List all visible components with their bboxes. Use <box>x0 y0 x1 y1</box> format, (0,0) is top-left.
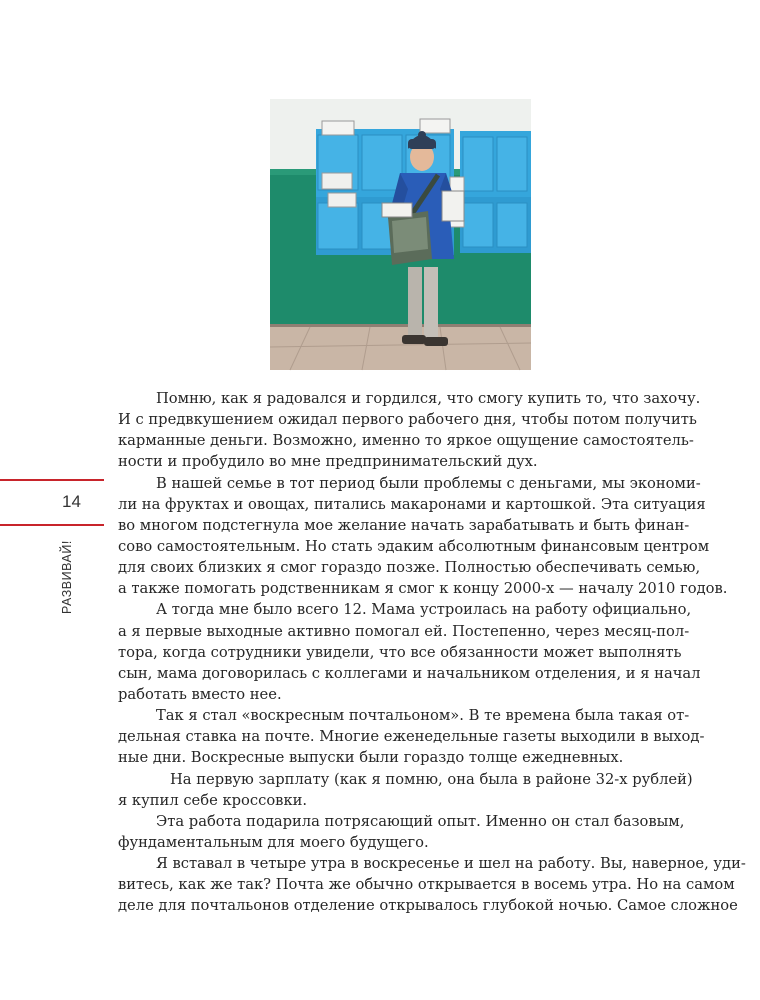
text-line: ные дни. Воскресные выпуски были гораздо толще ежедневных. <box>118 749 624 767</box>
page-number: 14 <box>62 492 81 511</box>
page-number-rule-bottom <box>0 524 104 526</box>
text-line: работать вместо нее. <box>118 685 282 703</box>
text-line: дельная ставка на почте. Многие еженедельные газеты выходили в выход- <box>118 728 705 746</box>
body-text <box>118 388 746 917</box>
text-line: Помню, как я радовался и гордился, что смогу купить то, что захочу. <box>156 390 701 407</box>
text-line: ли на фруктах и овощах, питались макаронами и картошкой. Эта ситуация <box>118 495 706 513</box>
page-number-rule-top <box>0 479 104 481</box>
text-line: а я первые выходные активно помогал ей. Постепенно, через месяц-пол- <box>118 622 690 640</box>
text-line: Так я стал «воскресным почтальоном». В те времена была такая от- <box>156 707 690 725</box>
text-line: деле для почтальонов отделение открывалось глубокой ночью. Самое сложное <box>118 897 738 915</box>
text-line: во многом подстегнула мое желание начать зарабатывать и быть финан- <box>118 516 690 534</box>
text-line: сово самостоятельным. Но стать эдаким абсолютным финансовым центром <box>118 537 710 555</box>
text-line: На первую зарплату (как я помню, она была в районе 32-х рублей) <box>170 770 693 788</box>
text-line: И с предвкушением ожидал первого рабочего дня, чтобы потом получить <box>118 411 697 429</box>
text-line: В нашей семье в тот период были проблемы с деньгами, мы экономи- <box>156 474 701 492</box>
text-line: для своих близких я смог гораздо позже. Полностью обеспечивать семью, <box>118 559 701 577</box>
text-line: сын, мама договорилась с коллегами и начальником отделения, и я начал <box>118 664 701 682</box>
text-line: а также помогать родственникам я смог к концу 2000-х — началу 2010 годов. <box>118 580 728 598</box>
running-side-label: РАЗВИВАЙ! <box>60 540 74 614</box>
text-line: я купил себе кроссовки. <box>118 791 308 809</box>
text-line: А тогда мне было всего 12. Мама устроилась на работу официально, <box>156 601 692 619</box>
boy-with-newspapers-illustration <box>270 99 531 370</box>
text-line: тора, когда сотрудники увидели, что все обязанности может выполнять <box>118 643 682 661</box>
text-line: карманные деньги. Возможно, именно то яркое ощущение самостоятель- <box>118 432 694 450</box>
text-line: Я вставал в четыре утра в воскресенье и шел на работу. Вы, наверное, уди- <box>156 855 746 873</box>
text-line: фундаментальным для моего будущего. <box>118 833 429 851</box>
text-line: витесь, как же так? Почта же обычно открывается в восемь утра. Но на самом <box>118 876 735 894</box>
illustration-art <box>270 99 531 370</box>
text-line: Эта работа подарила потрясающий опыт. Именно он стал базовым, <box>156 812 685 830</box>
text-line: ности и пробудило во мне предпринимательский дух. <box>118 453 538 471</box>
